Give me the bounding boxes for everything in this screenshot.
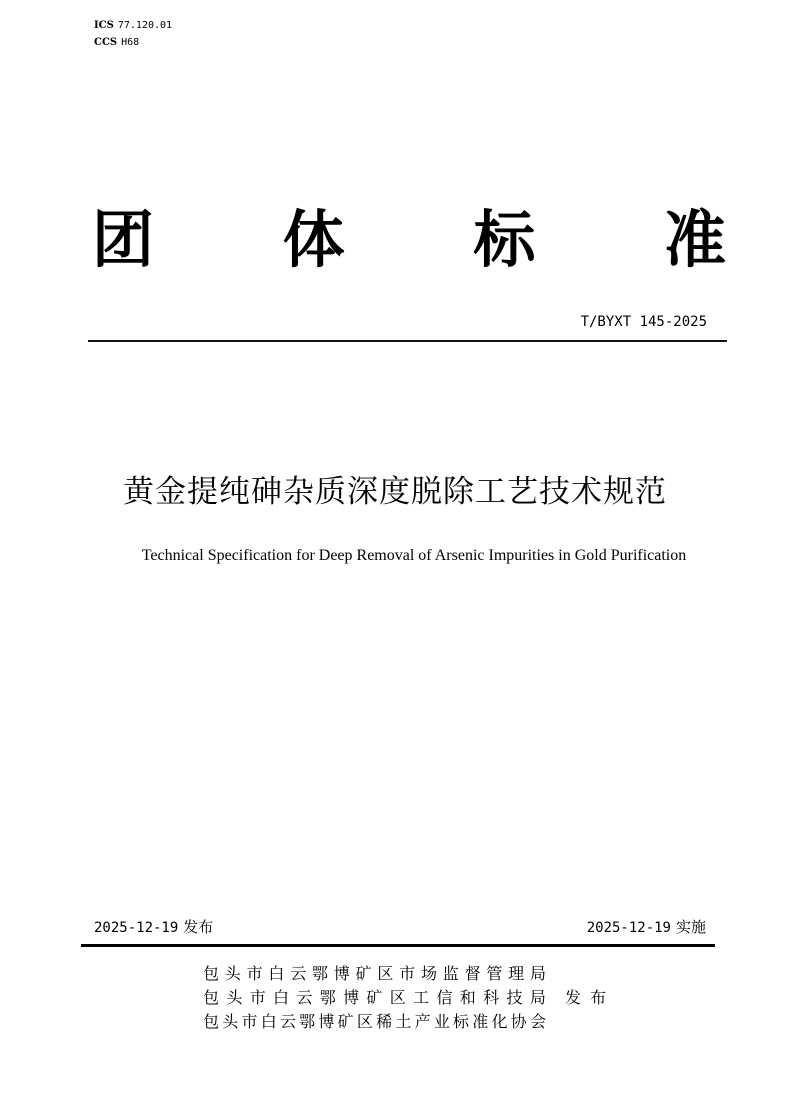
standard-type-char: 标 [473,203,536,276]
issuer-line [203,1010,546,1034]
issuer-char: 和 [459,988,476,1007]
ics-value: 77.120.01 [117,20,173,31]
issuer-char: 云 [290,964,307,983]
standard-type-char: 准 [663,203,726,276]
issuer-char: 产 [414,1012,431,1031]
issuer-char: 鄂 [299,1012,316,1031]
issuer-char: 业 [433,1012,450,1031]
implement-date-value: 2025-12-19 [586,920,671,936]
issuer-char: 矿 [355,964,372,983]
issuers-publish-label [565,986,606,1010]
issuer-char: 标 [453,1012,470,1031]
issuer-char: 博 [333,964,350,983]
issuer-char: 区 [377,964,394,983]
issuer-char: 管 [486,964,503,983]
issuer-char: 市 [249,988,266,1007]
issuer-char: 博 [318,1012,335,1031]
issuer-char: 督 [464,964,481,983]
issuer-char: 白 [273,988,290,1007]
issuer-char: 稀 [376,1012,393,1031]
issuer-char: 市 [399,964,416,983]
issuer-line [203,962,546,986]
issuer-char: 技 [506,988,523,1007]
issuer-char: 云 [296,988,313,1007]
issuer-char: 理 [508,964,525,983]
issuer-char: 白 [268,964,285,983]
issuer-char: 鄂 [311,964,328,983]
ics-label: ICS [94,20,114,31]
issuer-char: 包 [203,1012,220,1031]
ccs-code [94,37,139,49]
issuer-char: 会 [529,1012,546,1031]
issuer-char: 土 [395,1012,412,1031]
issuer-char: 头 [226,988,243,1007]
english-title: Technical Specification for Deep Removal of Arsenic Impurities in Gold Purification [141,547,687,564]
issuer-char: 信 [436,988,453,1007]
issuer-char: 工 [413,988,430,1007]
issuer-char: 布 [589,988,606,1007]
issuer-char: 市 [241,1012,258,1031]
implement-date [587,917,706,938]
issuer-char: 白 [260,1012,277,1031]
issuer-char: 包 [203,964,220,983]
implement-date-label: 实施 [675,918,706,936]
issuer-char: 云 [279,1012,296,1031]
issuers-block [203,962,546,1034]
issuer-char: 博 [343,988,360,1007]
issuer-char: 矿 [337,1012,354,1031]
issuer-char: 矿 [366,988,383,1007]
chinese-title: 黄金提纯砷杂质深度脱除工艺技术规范 [123,474,667,510]
ccs-value: H68 [121,37,140,48]
footer-divider [81,944,715,947]
issuer-char: 局 [529,988,546,1007]
publish-date [94,917,213,938]
issuer-char: 发 [565,988,582,1007]
issuer-char: 监 [442,964,459,983]
ics-code [94,20,172,32]
header-divider [88,340,727,342]
standard-type-heading [92,203,726,277]
issuer-char: 区 [389,988,406,1007]
issuer-char: 科 [483,988,500,1007]
standard-type-char: 体 [282,203,345,276]
issuer-char: 头 [224,964,241,983]
publish-date-label: 发布 [183,918,214,936]
standard-number: T/BYXT 145-2025 [580,314,707,330]
standard-type-char: 团 [92,203,155,276]
issuer-char: 化 [491,1012,508,1031]
issuer-char: 区 [356,1012,373,1031]
ccs-label: CCS [94,37,118,48]
issuer-char: 场 [420,964,437,983]
issuer-char: 局 [529,964,546,983]
issuer-line [203,986,546,1010]
issuer-char: 市 [246,964,263,983]
issuer-char: 鄂 [319,988,336,1007]
issuer-char: 头 [222,1012,239,1031]
issuer-char: 协 [510,1012,527,1031]
issuer-char: 包 [203,988,220,1007]
issuer-char: 准 [472,1012,489,1031]
publish-date-value: 2025-12-19 [94,920,179,936]
